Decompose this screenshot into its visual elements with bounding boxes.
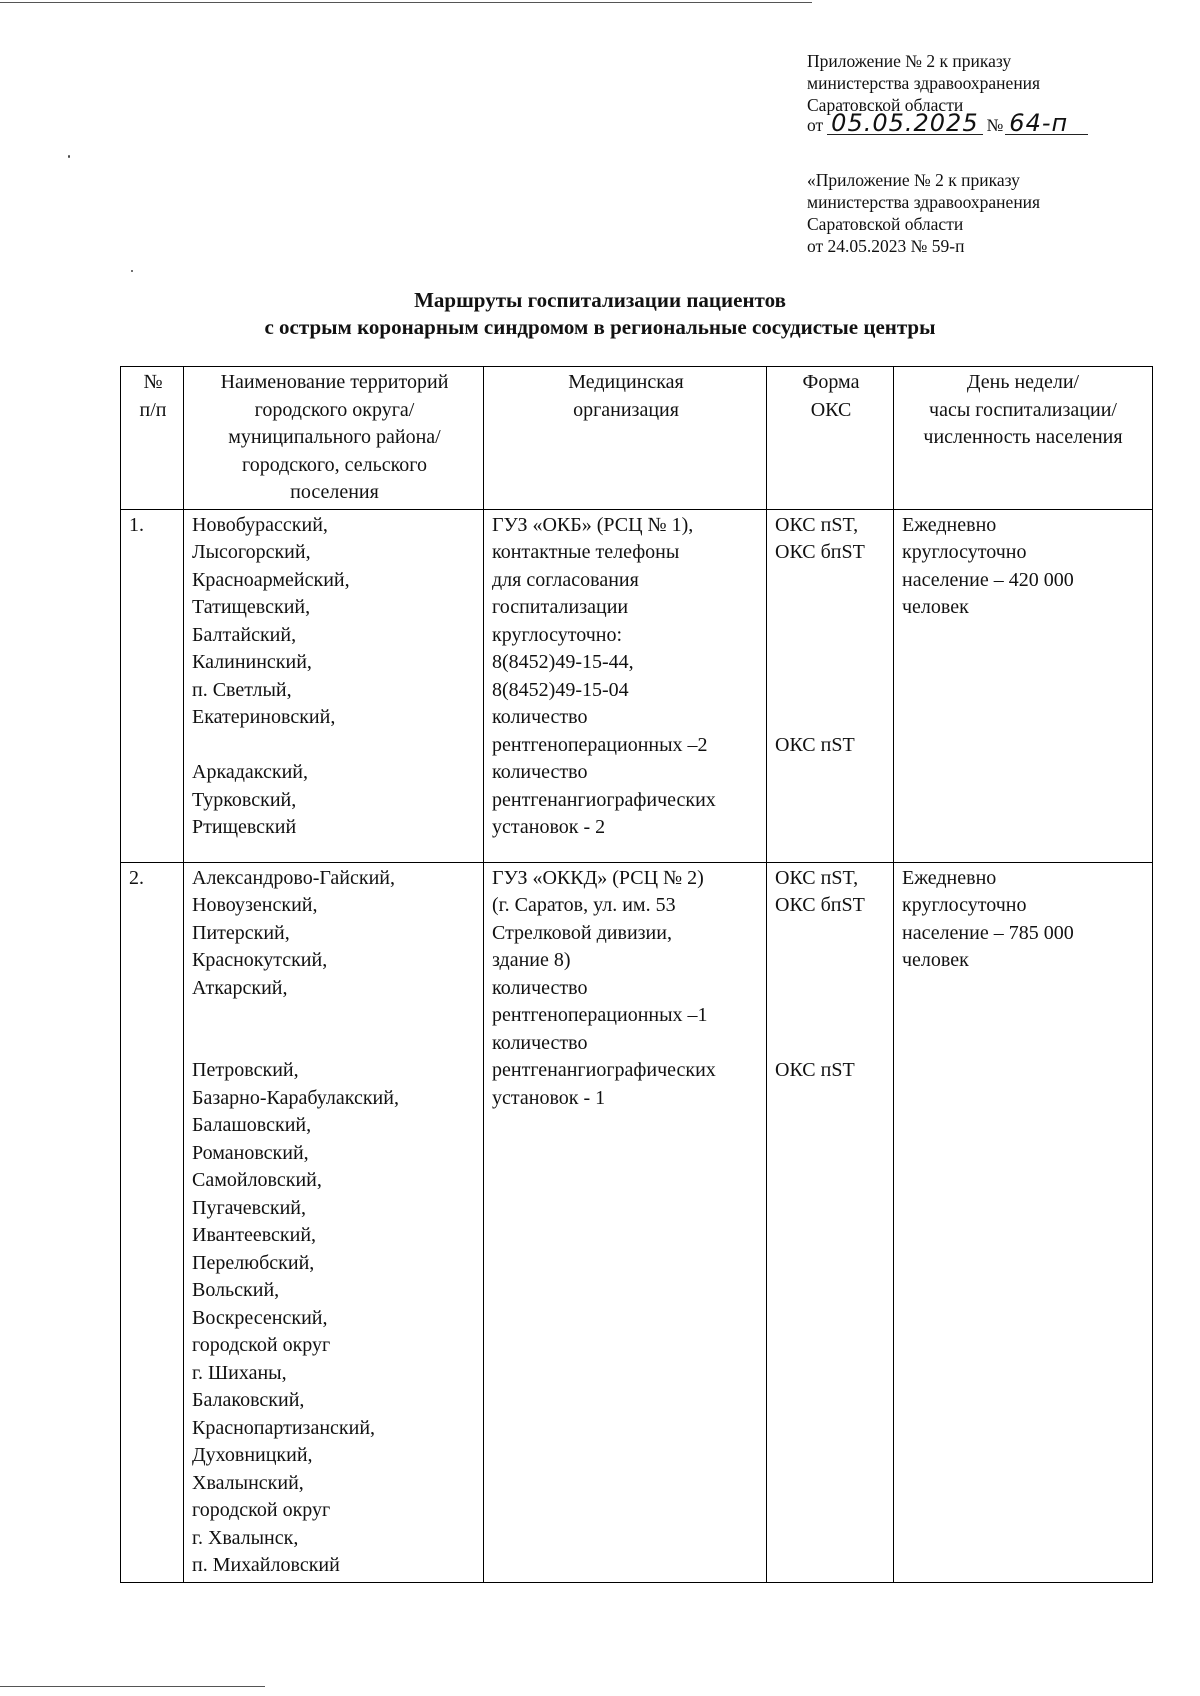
organization-line: количество: [492, 1031, 588, 1054]
organization-line: здание 8): [492, 949, 571, 971]
form-cell: [767, 862, 894, 1582]
spacer: [775, 567, 887, 732]
territories-cell: [184, 509, 484, 862]
schedule-line: население – 785 000: [902, 921, 1074, 944]
organization-line: установок - 1: [492, 1086, 606, 1109]
territory: Новобурасский,: [192, 513, 328, 536]
organization-line: для согласования: [492, 568, 639, 591]
organization-line: ГУЗ «ОКБ» (РСЦ № 1),: [492, 513, 694, 536]
organization-line: рентгеноперационных –2: [492, 733, 708, 756]
header-organization: [484, 367, 767, 510]
header-form: [767, 367, 894, 510]
header-text: городского округа/: [254, 398, 415, 421]
territory: Екатериновский,: [192, 706, 336, 728]
territory: Пугачевский,: [192, 1196, 306, 1219]
territory: Калининский,: [192, 651, 312, 673]
territory: Лысогорский,: [192, 541, 311, 563]
organization-line: Стрелковой дивизии,: [492, 921, 672, 944]
header-text: ОКС: [810, 398, 852, 421]
territory: п. Михайловский: [192, 1554, 340, 1576]
territories-cell: [184, 862, 484, 1582]
attachment-line: Саратовской области: [807, 95, 964, 115]
row-number: 1.: [121, 509, 184, 862]
schedule-line: человек: [902, 596, 969, 618]
territory: Питерский,: [192, 921, 290, 944]
spacer: [192, 1002, 477, 1057]
organization-line: рентгенангиографических: [492, 1059, 716, 1081]
territory: Воскресенский,: [192, 1306, 328, 1329]
header-text: Медицинская: [568, 371, 684, 393]
organization-line: количество: [492, 706, 588, 728]
table-row: [121, 862, 1153, 1582]
scan-edge-bottom: [0, 1686, 265, 1687]
previous-order-block: [807, 169, 1040, 257]
page-title: [0, 287, 1200, 341]
organization-line: контактные телефоны: [492, 541, 680, 563]
territory: Базарно-Карабулакский,: [192, 1086, 399, 1109]
schedule-line: Ежедневно: [902, 513, 997, 536]
organization-line: (г. Саратов, ул. им. 53: [492, 894, 676, 916]
territory: городской округ: [192, 1499, 331, 1521]
phone-number: 8(8452)49-15-44,: [492, 651, 634, 673]
territory: Аркадакский,: [192, 761, 309, 783]
header-text: организация: [573, 398, 679, 421]
header-text: часы госпитализации/: [929, 398, 1117, 421]
header-text: №: [143, 371, 163, 393]
schedule-line: круглосуточно: [902, 894, 1027, 916]
schedule-line: человек: [902, 949, 969, 971]
attachment-line: министерства здравоохранения: [807, 73, 1041, 93]
organization-line: рентгенангиографических: [492, 788, 716, 811]
organization-line: количество: [492, 976, 588, 999]
territory: п. Светлый,: [192, 678, 292, 701]
organization-cell: [484, 509, 767, 862]
number-prefix: №: [986, 115, 1004, 135]
table-header-row: [121, 367, 1153, 510]
spacer: [192, 732, 477, 760]
schedule-cell: [894, 862, 1153, 1582]
organization-line: ГУЗ «ОККД» (РСЦ № 2): [492, 866, 704, 889]
spacer: [775, 920, 887, 1058]
form-value: ОКС пST,: [775, 866, 859, 889]
territory: Балтайский,: [192, 623, 297, 646]
attachment-block: [807, 50, 1088, 136]
organization-cell: [484, 862, 767, 1582]
territory: Перелюбский,: [192, 1251, 315, 1274]
attachment-date-line: [807, 109, 1088, 137]
territory: г. Хвалынск,: [192, 1526, 299, 1549]
row-number: 2.: [121, 862, 184, 1582]
territory: Ртищевский: [192, 816, 297, 838]
schedule-line: население – 420 000: [902, 568, 1074, 591]
schedule-cell: [894, 509, 1153, 862]
previous-order-line: от 24.05.2023 № 59-п: [807, 236, 965, 256]
territory: Балаковский,: [192, 1389, 305, 1411]
table-row: [121, 509, 1153, 862]
date-prefix: от: [807, 115, 824, 135]
territory: Самойловский,: [192, 1169, 322, 1191]
territory: городской округ: [192, 1334, 331, 1356]
schedule-line: круглосуточно: [902, 541, 1027, 563]
header-text: Форма: [802, 371, 860, 393]
previous-order-line: министерства здравоохранения: [807, 192, 1041, 212]
territory: Краснокутский,: [192, 949, 328, 971]
territory: г. Шиханы,: [192, 1361, 287, 1384]
territory: Александрово-Гайский,: [192, 866, 396, 889]
previous-order-line: Саратовской области: [807, 214, 964, 234]
header-text: численность населения: [923, 426, 1123, 448]
handwritten-number: 64-п: [1005, 112, 1088, 135]
title-line: Маршруты госпитализации пациентов: [414, 288, 786, 312]
header-num: [121, 367, 184, 510]
header-text: городского, сельского: [242, 453, 427, 476]
territory: Романовский,: [192, 1141, 309, 1164]
territory: Духовницкий,: [192, 1444, 313, 1466]
form-value: ОКС бпST: [775, 894, 865, 916]
scan-edge-top: [0, 2, 812, 3]
schedule-line: Ежедневно: [902, 866, 997, 889]
organization-line: госпитализации: [492, 596, 629, 618]
title-line: с острым коронарным синдромом в региональные сосудистые центры: [264, 315, 936, 339]
form-value: ОКС пST: [775, 733, 855, 756]
header-text: Наименование территорий: [220, 371, 449, 393]
organization-line: круглосуточно:: [492, 623, 623, 646]
routes-table: [120, 366, 1153, 1583]
territory: Татищевский,: [192, 596, 311, 618]
territory: Хвалынский,: [192, 1471, 304, 1494]
territory: Вольский,: [192, 1279, 280, 1301]
form-value: ОКС бпST: [775, 541, 865, 563]
header-text: поселения: [290, 481, 379, 503]
organization-line: установок - 2: [492, 816, 606, 838]
territory: Турковский,: [192, 788, 297, 811]
attachment-line: Приложение № 2 к приказу: [807, 51, 1012, 71]
header-text: День недели/: [966, 371, 1080, 393]
form-value: ОКС пST,: [775, 513, 859, 536]
territory: Красноармейский,: [192, 568, 350, 591]
territory: Ивантеевский,: [192, 1224, 317, 1246]
handwritten-date: 05.05.2025: [827, 112, 982, 135]
scan-speck: [68, 155, 70, 158]
territory: Аткарский,: [192, 976, 288, 999]
header-schedule: [894, 367, 1153, 510]
territory: Балашовский,: [192, 1114, 312, 1136]
organization-line: рентгеноперационных –1: [492, 1004, 708, 1026]
header-text: муниципального района/: [228, 426, 441, 448]
territory: Краснопартизанский,: [192, 1416, 376, 1439]
form-value: ОКС пST: [775, 1059, 855, 1081]
organization-line: количество: [492, 761, 588, 783]
territory: Новоузенский,: [192, 894, 318, 916]
previous-order-line: «Приложение № 2 к приказу: [807, 170, 1020, 190]
form-cell: [767, 509, 894, 862]
phone-number: 8(8452)49-15-04: [492, 678, 629, 701]
territory: Петровский,: [192, 1059, 299, 1081]
header-text: п/п: [139, 398, 167, 421]
header-territories: [184, 367, 484, 510]
scan-speck: [131, 270, 133, 272]
